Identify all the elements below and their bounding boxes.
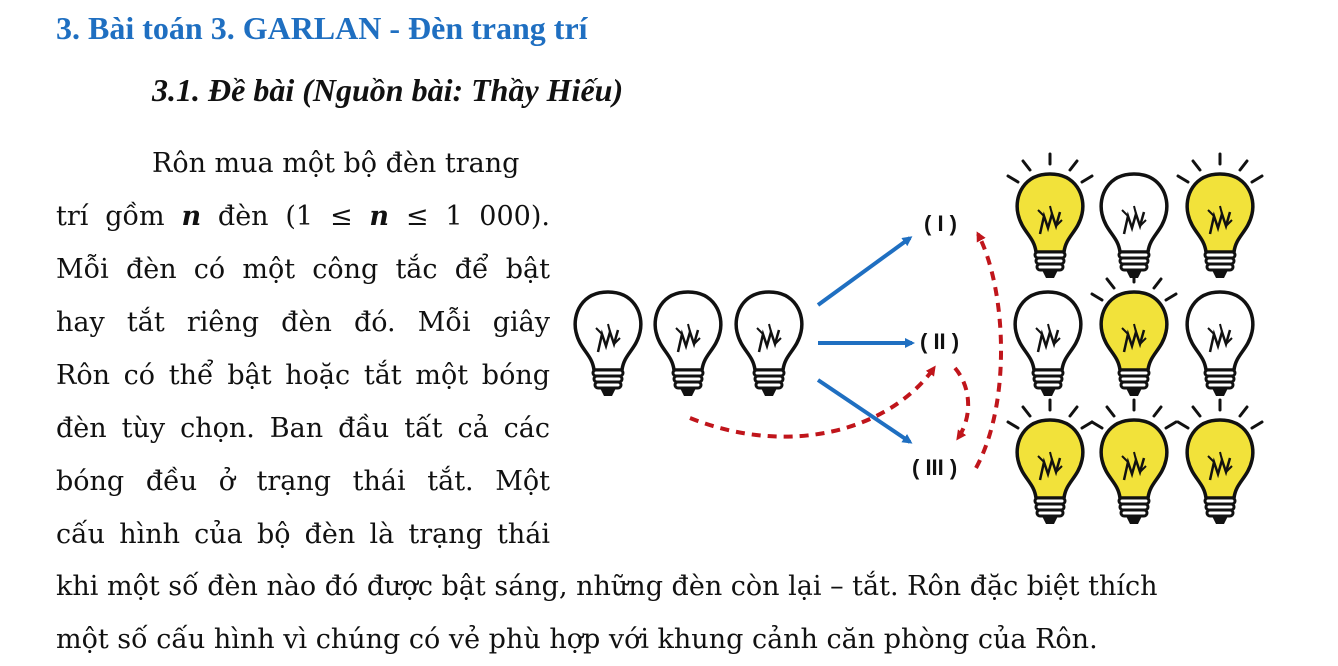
initial-bulbs	[575, 292, 802, 396]
arrow-to-config-1	[818, 238, 910, 305]
text-line: bóng đều ở trạng thái tắt. Một	[56, 466, 550, 497]
bulb-off-icon	[1187, 292, 1253, 396]
math-variable-n: n	[369, 201, 390, 232]
transition-arrow	[955, 368, 968, 438]
subsection-heading: 3.1. Đề bài (Nguồn bài: Thầy Hiếu)	[152, 72, 624, 108]
bulb-on-icon	[1017, 174, 1083, 278]
bulb-icon	[736, 292, 802, 396]
transition-arrow	[690, 368, 934, 437]
bulb-on-icon	[1187, 174, 1253, 278]
config-row-2	[1015, 272, 1253, 396]
text-line: Rôn có thể bật hoặc tắt một bóng	[56, 360, 550, 391]
config-row-1	[1008, 154, 1262, 278]
section-heading: 3. Bài toán 3. GARLAN - Đèn trang trí	[56, 10, 588, 46]
bulb-icon	[655, 292, 721, 396]
math-leq: ≤	[405, 201, 429, 232]
bulb-on-icon	[1101, 420, 1167, 524]
math-variable-n: n	[181, 201, 202, 232]
text-line: cấu hình của bộ đèn là trạng thái	[56, 519, 550, 550]
config-label-3: ( III )	[912, 455, 958, 480]
config-row-3	[1008, 400, 1262, 524]
bulb-off-icon	[1101, 174, 1167, 278]
text-line	[56, 190, 550, 243]
text-line: hay tắt riêng đèn đó. Mỗi giây	[56, 307, 550, 338]
bulb-icon	[575, 292, 641, 396]
text-line: đèn tùy chọn. Ban đầu tất cả các	[56, 413, 550, 444]
math-leq: ≤	[329, 201, 353, 232]
config-label-2: ( II )	[920, 329, 960, 354]
bulb-on-icon	[1017, 420, 1083, 524]
bulb-on-icon	[1101, 292, 1167, 396]
text-fragment: trí gồm	[56, 201, 165, 232]
configuration-grid	[1008, 154, 1262, 524]
bulb-off-icon	[1015, 292, 1081, 396]
text-fragment: đèn (1	[217, 201, 314, 232]
text-line: khi một số đèn nào đó được bật sáng, những đèn còn lại – tắt. Rôn đặc biệt thích	[56, 571, 1158, 602]
transition-arrow	[976, 234, 1001, 468]
config-label-1: ( I )	[924, 211, 957, 236]
garland-diagram	[560, 140, 1300, 540]
text-fragment: 1 000).	[445, 201, 550, 232]
problem-paragraph-wide	[56, 560, 1286, 666]
text-line: Mỗi đèn có một công tắc để bật	[56, 254, 550, 285]
bulb-on-icon	[1187, 420, 1253, 524]
problem-paragraph-narrow	[56, 137, 550, 561]
text-line: Rôn mua một bộ đèn trang	[152, 148, 520, 179]
text-line: một số cấu hình vì chúng có vẻ phù hợp với khung cảnh căn phòng của Rôn.	[56, 624, 1098, 655]
